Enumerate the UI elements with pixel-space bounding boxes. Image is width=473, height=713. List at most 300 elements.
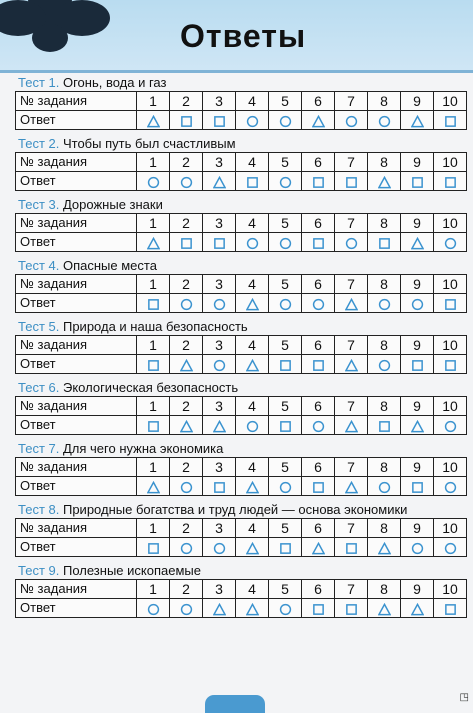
answer-cell [302, 477, 335, 496]
square-icon [411, 176, 424, 189]
triangle-icon [213, 603, 226, 616]
answer-cell [170, 233, 203, 252]
task-number-cell: 1 [137, 519, 170, 538]
task-number-cell: 1 [137, 580, 170, 599]
square-icon [345, 542, 358, 555]
answer-row [16, 416, 467, 435]
square-icon [180, 115, 193, 128]
task-number-cell: 1 [137, 397, 170, 416]
circle-icon [180, 176, 193, 189]
answer-cell [170, 172, 203, 191]
triangle-icon [345, 420, 358, 433]
task-number-cell: 7 [335, 153, 368, 172]
answer-cell [236, 416, 269, 435]
answer-cell [269, 538, 302, 557]
circle-icon [180, 603, 193, 616]
answer-cell [368, 294, 401, 313]
circle-icon [345, 237, 358, 250]
test-name: Чтобы путь был счастливым [62, 136, 236, 151]
circle-icon [411, 298, 424, 311]
test-name: Природа и наша безопасность [62, 319, 248, 334]
task-number-cell: 3 [203, 397, 236, 416]
answer-cell [434, 233, 467, 252]
test-number: Тест 2. [18, 136, 60, 151]
task-number-cell: 10 [434, 275, 467, 294]
answer-cell [236, 477, 269, 496]
circle-icon [444, 481, 457, 494]
square-icon [147, 298, 160, 311]
answer-cell [401, 172, 434, 191]
answer-cell [335, 111, 368, 130]
answers-list [12, 74, 472, 623]
answer-cell [335, 294, 368, 313]
answer-cell [335, 416, 368, 435]
square-icon [246, 176, 259, 189]
answer-cell [170, 477, 203, 496]
task-number-cell: 5 [269, 214, 302, 233]
test-number: Тест 7. [18, 441, 60, 456]
test-section [12, 318, 472, 374]
square-icon [411, 481, 424, 494]
task-number-cell: 4 [236, 92, 269, 111]
test-number: Тест 6. [18, 380, 60, 395]
answer-cell [269, 172, 302, 191]
square-icon [147, 420, 160, 433]
task-row-label: № задания [16, 397, 137, 416]
circle-icon [246, 420, 259, 433]
answer-cell [170, 355, 203, 374]
task-number-cell: 4 [236, 275, 269, 294]
task-number-cell: 4 [236, 397, 269, 416]
task-number-cell: 6 [302, 458, 335, 477]
triangle-icon [378, 603, 391, 616]
task-number-cell: 5 [269, 458, 302, 477]
triangle-icon [246, 298, 259, 311]
task-row-label: № задания [16, 458, 137, 477]
answer-cell [269, 416, 302, 435]
answer-table [15, 579, 467, 618]
answer-cell [434, 294, 467, 313]
task-number-cell: 1 [137, 275, 170, 294]
circle-icon [411, 542, 424, 555]
square-icon [444, 603, 457, 616]
circle-icon [279, 298, 292, 311]
answer-cell [302, 355, 335, 374]
answer-cell [368, 599, 401, 618]
circle-icon [345, 115, 358, 128]
answer-row [16, 233, 467, 252]
test-caption [12, 379, 472, 396]
triangle-icon [378, 176, 391, 189]
triangle-icon [147, 237, 160, 250]
task-number-cell: 4 [236, 580, 269, 599]
answer-row-label: Ответ [16, 538, 137, 557]
answer-cell [236, 172, 269, 191]
triangle-icon [213, 420, 226, 433]
square-icon [147, 542, 160, 555]
task-number-row [16, 458, 467, 477]
task-number-cell: 8 [368, 580, 401, 599]
answer-table [15, 152, 467, 191]
circle-icon [213, 298, 226, 311]
task-number-cell: 1 [137, 458, 170, 477]
test-name: Дорожные знаки [62, 197, 163, 212]
task-number-cell: 3 [203, 275, 236, 294]
answer-cell [335, 355, 368, 374]
flower-decoration-icon [0, 0, 110, 58]
task-number-cell: 3 [203, 214, 236, 233]
answer-cell [335, 172, 368, 191]
triangle-icon [180, 359, 193, 372]
square-icon [444, 115, 457, 128]
answer-cell [137, 538, 170, 557]
task-number-cell: 7 [335, 458, 368, 477]
task-number-cell: 2 [170, 275, 203, 294]
circle-icon [147, 176, 160, 189]
test-section [12, 379, 472, 435]
answer-cell [269, 355, 302, 374]
answer-cell [269, 294, 302, 313]
answer-cell [170, 111, 203, 130]
circle-icon [378, 359, 391, 372]
task-number-cell: 9 [401, 153, 434, 172]
triangle-icon [147, 115, 160, 128]
test-caption [12, 501, 472, 518]
circle-icon [444, 237, 457, 250]
answer-cell [302, 111, 335, 130]
bottom-tab-decoration [205, 695, 265, 713]
square-icon [312, 359, 325, 372]
task-number-cell: 3 [203, 336, 236, 355]
task-number-cell: 3 [203, 519, 236, 538]
answer-cell [401, 294, 434, 313]
answer-table [15, 213, 467, 252]
answer-cell [137, 416, 170, 435]
task-number-cell: 9 [401, 92, 434, 111]
task-number-cell: 9 [401, 580, 434, 599]
triangle-icon [246, 542, 259, 555]
answer-cell [401, 416, 434, 435]
answer-cell [269, 599, 302, 618]
answer-cell [203, 538, 236, 557]
answer-cell [236, 233, 269, 252]
task-number-cell: 5 [269, 275, 302, 294]
task-number-cell: 10 [434, 336, 467, 355]
task-number-cell: 7 [335, 92, 368, 111]
square-icon [213, 237, 226, 250]
triangle-icon [180, 420, 193, 433]
square-icon [279, 420, 292, 433]
task-number-cell: 6 [302, 214, 335, 233]
task-number-cell: 10 [434, 92, 467, 111]
test-caption [12, 135, 472, 152]
task-number-cell: 3 [203, 153, 236, 172]
square-icon [213, 481, 226, 494]
answer-cell [269, 477, 302, 496]
task-number-row [16, 519, 467, 538]
task-number-cell: 8 [368, 336, 401, 355]
task-row-label: № задания [16, 153, 137, 172]
task-number-cell: 7 [335, 336, 368, 355]
task-number-cell: 3 [203, 92, 236, 111]
answer-cell [434, 599, 467, 618]
task-number-cell: 8 [368, 153, 401, 172]
page-title: Ответы [180, 18, 307, 54]
answer-row-label: Ответ [16, 233, 137, 252]
answer-cell [302, 294, 335, 313]
circle-icon [180, 542, 193, 555]
circle-icon [279, 115, 292, 128]
task-number-cell: 7 [335, 397, 368, 416]
task-number-cell: 7 [335, 519, 368, 538]
answer-cell [203, 599, 236, 618]
task-number-row [16, 397, 467, 416]
answer-row-label: Ответ [16, 599, 137, 618]
answer-cell [137, 111, 170, 130]
task-number-cell: 6 [302, 519, 335, 538]
task-number-cell: 1 [137, 214, 170, 233]
answer-cell [236, 538, 269, 557]
task-number-cell: 4 [236, 458, 269, 477]
circle-icon [246, 237, 259, 250]
task-number-cell: 2 [170, 397, 203, 416]
answer-row-label: Ответ [16, 111, 137, 130]
task-number-row [16, 92, 467, 111]
answer-cell [137, 294, 170, 313]
answer-cell [137, 599, 170, 618]
answer-cell [170, 416, 203, 435]
answer-cell [401, 355, 434, 374]
test-number: Тест 3. [18, 197, 60, 212]
triangle-icon [213, 176, 226, 189]
triangle-icon [345, 298, 358, 311]
answer-cell [434, 538, 467, 557]
answer-cell [302, 233, 335, 252]
triangle-icon [378, 542, 391, 555]
test-number: Тест 1. [18, 75, 60, 90]
answer-row-label: Ответ [16, 477, 137, 496]
square-icon [213, 115, 226, 128]
triangle-icon [147, 481, 160, 494]
task-row-label: № задания [16, 336, 137, 355]
task-number-cell: 9 [401, 458, 434, 477]
answer-cell [434, 111, 467, 130]
task-row-label: № задания [16, 214, 137, 233]
square-icon [147, 359, 160, 372]
task-number-cell: 2 [170, 458, 203, 477]
square-icon [411, 359, 424, 372]
square-icon [378, 420, 391, 433]
square-icon [444, 176, 457, 189]
circle-icon [180, 298, 193, 311]
task-number-cell: 2 [170, 153, 203, 172]
square-icon [345, 176, 358, 189]
answer-row [16, 111, 467, 130]
task-number-cell: 5 [269, 519, 302, 538]
answer-cell [269, 111, 302, 130]
triangle-icon [312, 115, 325, 128]
task-row-label: № задания [16, 580, 137, 599]
test-name: Экологическая безопасность [62, 380, 239, 395]
task-number-row [16, 214, 467, 233]
task-number-cell: 9 [401, 519, 434, 538]
answer-table [15, 396, 467, 435]
test-section [12, 440, 472, 496]
square-icon [312, 176, 325, 189]
task-row-label: № задания [16, 92, 137, 111]
square-icon [312, 603, 325, 616]
task-number-cell: 6 [302, 397, 335, 416]
answer-cell [434, 477, 467, 496]
circle-icon [180, 481, 193, 494]
task-number-cell: 7 [335, 580, 368, 599]
task-number-cell: 6 [302, 275, 335, 294]
test-number: Тест 4. [18, 258, 60, 273]
answer-cell [368, 233, 401, 252]
task-number-cell: 8 [368, 275, 401, 294]
test-section [12, 501, 472, 557]
test-section [12, 135, 472, 191]
answer-cell [203, 172, 236, 191]
square-icon [312, 481, 325, 494]
task-number-cell: 8 [368, 519, 401, 538]
circle-icon [147, 603, 160, 616]
test-caption [12, 257, 472, 274]
answer-cell [302, 172, 335, 191]
task-number-cell: 5 [269, 92, 302, 111]
square-icon [378, 237, 391, 250]
task-number-cell: 8 [368, 397, 401, 416]
triangle-icon [345, 481, 358, 494]
task-number-cell: 6 [302, 92, 335, 111]
answer-row [16, 477, 467, 496]
answer-cell [203, 355, 236, 374]
square-icon [444, 359, 457, 372]
square-icon [345, 603, 358, 616]
answer-row [16, 294, 467, 313]
task-number-cell: 9 [401, 275, 434, 294]
answer-table [15, 518, 467, 557]
task-number-cell: 5 [269, 336, 302, 355]
test-section [12, 257, 472, 313]
task-number-cell: 8 [368, 214, 401, 233]
answer-cell [203, 477, 236, 496]
answer-cell [203, 294, 236, 313]
answer-cell [368, 538, 401, 557]
test-number: Тест 5. [18, 319, 60, 334]
task-number-cell: 7 [335, 214, 368, 233]
answer-cell [335, 477, 368, 496]
square-icon [279, 542, 292, 555]
test-number: Тест 8. [18, 502, 60, 517]
triangle-icon [312, 542, 325, 555]
task-number-cell: 8 [368, 92, 401, 111]
task-number-cell: 6 [302, 580, 335, 599]
task-number-row [16, 336, 467, 355]
answer-row [16, 172, 467, 191]
task-number-cell: 6 [302, 336, 335, 355]
circle-icon [378, 298, 391, 311]
circle-icon [213, 359, 226, 372]
test-caption [12, 440, 472, 457]
answer-cell [401, 111, 434, 130]
task-number-cell: 9 [401, 214, 434, 233]
test-name: Для чего нужна экономика [62, 441, 224, 456]
test-name: Опасные места [62, 258, 157, 273]
task-number-cell: 10 [434, 519, 467, 538]
task-number-cell: 5 [269, 153, 302, 172]
answer-cell [434, 416, 467, 435]
task-number-row [16, 275, 467, 294]
answer-cell [203, 111, 236, 130]
triangle-icon [246, 359, 259, 372]
task-number-cell: 9 [401, 397, 434, 416]
test-name: Огонь, вода и газ [62, 75, 167, 90]
answer-cell [236, 294, 269, 313]
task-number-cell: 7 [335, 275, 368, 294]
answer-cell [236, 355, 269, 374]
answer-cell [170, 599, 203, 618]
task-number-cell: 10 [434, 397, 467, 416]
test-caption [12, 196, 472, 213]
task-number-cell: 3 [203, 580, 236, 599]
answer-cell [137, 233, 170, 252]
answer-cell [368, 416, 401, 435]
task-number-cell: 6 [302, 153, 335, 172]
answer-cell [236, 111, 269, 130]
task-number-cell: 10 [434, 153, 467, 172]
triangle-icon [411, 237, 424, 250]
task-row-label: № задания [16, 519, 137, 538]
triangle-icon [411, 115, 424, 128]
task-number-cell: 10 [434, 458, 467, 477]
task-number-row [16, 580, 467, 599]
test-caption [12, 74, 472, 91]
test-section [12, 196, 472, 252]
triangle-icon [246, 481, 259, 494]
answer-table [15, 335, 467, 374]
task-number-cell: 2 [170, 92, 203, 111]
answer-table [15, 274, 467, 313]
answer-cell [434, 172, 467, 191]
task-row-label: № задания [16, 275, 137, 294]
circle-icon [312, 298, 325, 311]
task-number-cell: 10 [434, 580, 467, 599]
test-section [12, 562, 472, 618]
answer-cell [137, 172, 170, 191]
task-number-cell: 4 [236, 153, 269, 172]
square-icon [312, 237, 325, 250]
answer-cell [401, 477, 434, 496]
circle-icon [378, 115, 391, 128]
square-icon [444, 298, 457, 311]
triangle-icon [411, 603, 424, 616]
answer-cell [302, 416, 335, 435]
answer-cell [335, 233, 368, 252]
task-number-cell: 4 [236, 336, 269, 355]
circle-icon [312, 420, 325, 433]
circle-icon [279, 237, 292, 250]
test-caption [12, 562, 472, 579]
triangle-icon [246, 603, 259, 616]
test-name: Полезные ископаемые [62, 563, 201, 578]
page-header [0, 0, 473, 73]
task-number-cell: 4 [236, 214, 269, 233]
answer-cell [137, 477, 170, 496]
answer-row-label: Ответ [16, 416, 137, 435]
circle-icon [279, 603, 292, 616]
test-section [12, 74, 472, 130]
